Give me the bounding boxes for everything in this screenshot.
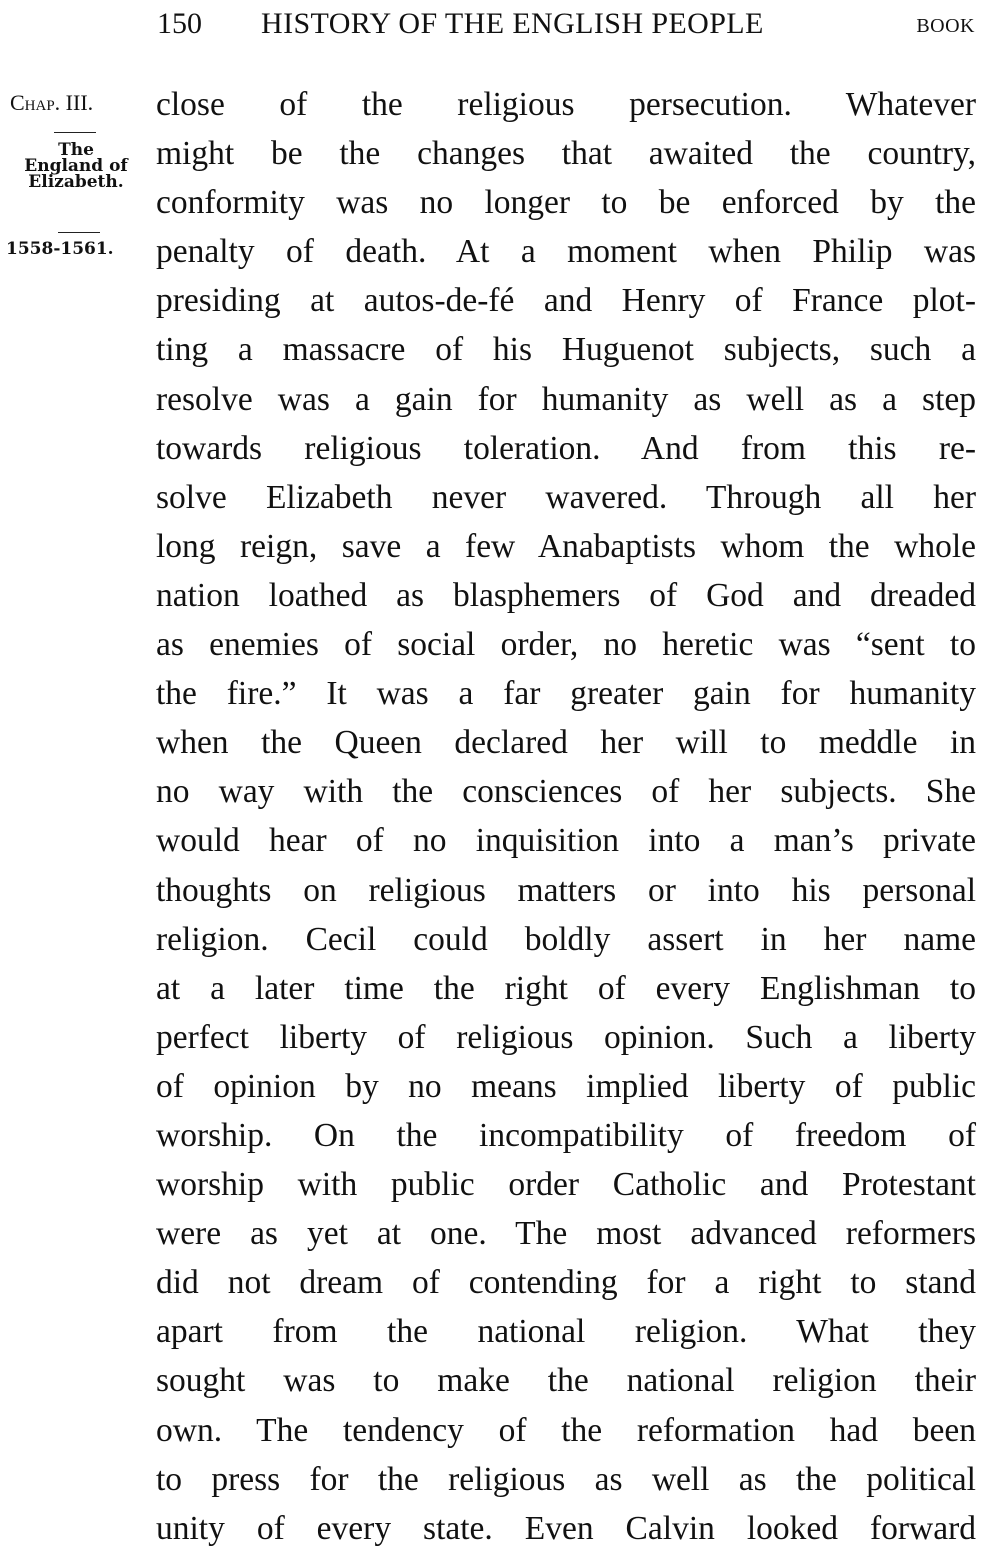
text-line: resolve was a gain for humanity as well as a step <box>156 380 976 418</box>
text-line: unity of every state. Even Calvin looked forward <box>156 1509 976 1547</box>
sidenote-chapter: Chap. III. <box>10 90 94 115</box>
text-line: perfect liberty of religious opinion. Such a liberty <box>156 1018 976 1056</box>
text-line: at a later time the right of every Englishman to <box>156 969 976 1007</box>
sidenote-divider <box>54 132 96 133</box>
text-line: might be the changes that awaited the country, <box>156 135 976 173</box>
text-line: would hear of no inquisition into a man’s private <box>156 822 976 860</box>
text-line: thoughts on religious matters or into his personal <box>156 871 976 909</box>
text-line: as enemies of social order, no heretic was “sent to <box>156 626 976 664</box>
text-line: close of the religious persecution. Whatever <box>156 86 976 123</box>
book-label: BOOK <box>916 15 975 37</box>
text-line: nation loathed as blasphemers of God and dreaded <box>156 576 976 614</box>
sidenote-title-line: Elizabeth. <box>28 172 124 192</box>
text-line: apart from the national religion. What they <box>156 1313 976 1351</box>
text-line: of opinion by no means implied liberty of public <box>156 1067 976 1105</box>
text-line: were as yet at one. The most advanced reformers <box>156 1215 976 1253</box>
running-head <box>157 4 977 44</box>
text-line: did not dream of contending for a right to stand <box>156 1264 976 1302</box>
sidenote-title <box>4 142 148 190</box>
text-line: ting a massacre of his Huguenot subjects, such a <box>156 331 976 369</box>
text-line: towards religious toleration. And from this re- <box>156 429 976 467</box>
text-line: sought was to make the national religion their <box>156 1362 976 1400</box>
body-text <box>156 80 976 1553</box>
text-line: religion. Cecil could boldly assert in her name <box>156 920 976 958</box>
text-line: when the Queen declared her will to meddle in <box>156 724 976 762</box>
sidenote-title-line: England of <box>24 156 128 176</box>
sidenote-divider <box>58 232 100 233</box>
text-line: conformity was no longer to be enforced by the <box>156 184 976 222</box>
text-line: penalty of death. At a moment when Philip was <box>156 233 976 271</box>
text-line: presiding at autos-de-fé and Henry of France plot- <box>156 282 976 320</box>
sidenote-dates: 1558-1561. <box>6 239 114 259</box>
text-line: solve Elizabeth never wavered. Through all her <box>156 478 976 516</box>
text-line: long reign, save a few Anabaptists whom the whole <box>156 527 976 565</box>
sidenote-title-line: The <box>58 140 94 160</box>
text-line: the fire.” It was a far greater gain for humanity <box>156 675 976 713</box>
text-line: worship with public order Catholic and Protestant <box>156 1166 976 1204</box>
text-line: no way with the consciences of her subjects. She <box>156 773 976 811</box>
book-title: HISTORY OF THE ENGLISH PEOPLE <box>261 7 764 40</box>
text-line: worship. On the incompatibility of freedom of <box>156 1116 976 1154</box>
text-line: own. The tendency of the reformation had been <box>156 1411 976 1449</box>
page-number: 150 <box>157 7 202 40</box>
text-line: to press for the religious as well as the political <box>156 1460 976 1498</box>
